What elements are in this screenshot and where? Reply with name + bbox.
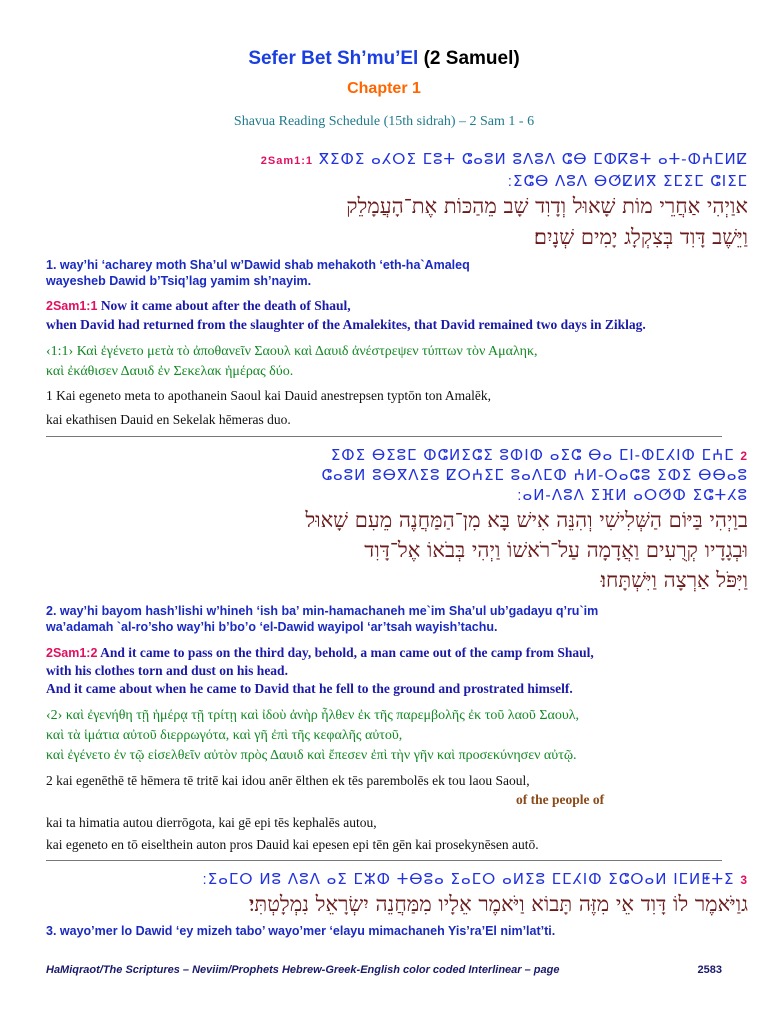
book-title [0, 48, 768, 70]
greek-line: ‹1:1› Καὶ ἐγένετο μετὰ τὸ ἀποθανεῖν Σαουλ καὶ Δαυιδ ἀνέστρεψεν τύπτων τὸν Αμαληκ, [46, 344, 538, 359]
english-line: And it came about when he came to David that he fell to the ground and prostrated himself. [46, 681, 573, 696]
english-line: with his clothes torn and dust on his head. [46, 663, 288, 678]
paleo-text: ⵉⵀⵉ ⴱⵉⵓⵎ ⵀⵛⵍⵉⵛⵉ ⵓⵀⵏⵀ ⴰⵉⵛ ⴱⴰ ⵎⵏ-ⵀⵎⵃⵏⵀ ⵎⵄⵎ [330, 446, 735, 464]
english-line [46, 645, 594, 661]
transliteration-line: wa’adamah `al-ro’sho way’hi b’bo’o ‘el-Dawid wayipol ‘ar’tsah wayish’tachu. [46, 620, 498, 634]
paleo-hebrew-line [261, 150, 748, 168]
hebrew-line: אוַיְהִי אַחֲרֵי מוֹת שָׁאוּל וְדָוִד שָׁב מֵהַכּוֹת אֶת־הָעֲמָלֵק [346, 194, 748, 218]
greek-transliteration-line: kai ta himatia autou dierrōgota, kai gē epi tēs kephalēs autou, [46, 815, 377, 830]
page-number: 2583 [697, 964, 722, 976]
paleo-hebrew-line [202, 870, 748, 888]
paleo-text: ⴳⵉⵀⵉ ⴰⵃⵔⵉ ⵎⵓⵜ ⵛⴰⵓⵍ ⵓⴷⵓⴷ ⵛⴱ ⵎⵀⴽⵓⵜ ⴰⵜ-ⵀⵄⵎⵍⵇ [318, 150, 748, 168]
verse-ref: 2Sam1:1 [46, 299, 98, 313]
hebrew-line: גוַיֹּאמֶר לוֹ דָּוִד אֵי מִזֶּה תָּבוֹא וַיֹּאמֶר אֵלָיו מִמַּחֲנֵה יִשְׂרָאֵל נִמְלָטְתִּי׃ [248, 892, 748, 916]
book-title-paren: (2 Samuel) [423, 48, 520, 69]
page-footer [46, 964, 722, 976]
greek-line: καὶ ἐγένετο ἐν τῷ εἰσελθεῖν αὐτὸν πρὸς Δαυιδ καὶ ἔπεσεν ἐπὶ τὴν γῆν καὶ προσεκύνησεν αὐτῷ. [46, 748, 577, 763]
verse-ref: 2Sam1:2 [46, 646, 98, 660]
english-line: when David had returned from the slaughter of the Amalekites, that David remained two days in Ziklag. [46, 317, 646, 332]
greek-transliteration-gloss: of the people of [516, 792, 605, 807]
reading-schedule: Shavua Reading Schedule (15th sidrah) – 2 Sam 1 - 6 [233, 114, 535, 129]
greek-transliteration-line: kai ekathisen Dauid en Sekelak hēmeras duo. [46, 412, 291, 427]
paleo-text: ⵉⴰⵎⵔ ⵍⵓ ⴷⵓⴷ ⴰⵉ ⵎⵣⵀ ⵜⴱⵓⴰ ⵉⴰⵎⵔ ⴰⵍⵉⵓ ⵎⵎⵃⵏⵀ ⵉⵛⵔⴰⵍ ⵏⵎⵍⵟⵜⵉ׃ [202, 870, 735, 888]
book-title-main: Sefer Bet Sh’mu’El [248, 48, 419, 69]
english-text: And it came to pass on the third day, behold, a man came out of the camp from Shaul, [100, 645, 594, 660]
greek-transliteration-line: 2 kai egenēthē tē hēmera tē tritē kai idou anēr ēlthen ek tēs parembolēs ek tou laou Saoul, [46, 773, 530, 788]
verse-divider [46, 436, 722, 437]
english-text: Now it came about after the death of Shaul, [100, 298, 351, 313]
transliteration-line: 1. way’hi ‘acharey moth Sha’ul w’Dawid shab mehakoth ‘eth-ha`Amaleq [46, 258, 470, 272]
paleo-hebrew-line: ⵉⵛⴱ ⴷⵓⴷ ⴱⵚⵇⵍⴳ ⵉⵎⵉⵎ ⵛⵏⵉⵎ׃ [507, 172, 748, 190]
chapter-heading: Chapter 1 [347, 80, 421, 97]
transliteration-line: wayesheb Dawid b’Tsiq’lag yamim sh’nayim. [46, 274, 312, 288]
greek-line: ‹2› καὶ ἐγενήθη τῇ ἡμέρᾳ τῇ τρίτῃ καὶ ἰδοὺ ἀνὴρ ἦλθεν ἐκ τῆς παρεμβολῆς ἐκ τοῦ λαοῦ Σαουλ, [46, 708, 580, 723]
hebrew-line: בוַיְהִי בַּיּוֹם הַשְּׁלִישִׁי וְהִנֵּה אִישׁ בָּא מִן־הַמַּחֲנֶה מֵעִם שָׁאוּל [305, 508, 748, 532]
hebrew-line: וּבְגָדָיו קְרֻעִים וַאֲדָמָה עַל־רֹאשׁוֹ וַיְהִי בְּבֹאוֹ אֶל־דָּוִד [364, 538, 748, 562]
english-line [46, 298, 351, 314]
greek-transliteration-line: kai egeneto en tō eiselthein auton pros Dauid kai epesen epi tēn gēn kai prosekynēsen autō. [46, 837, 539, 852]
hebrew-line: וַיֵּשֶׁב דָּוִד בְּצִקְלָג יָמִים שְׁנָיִם׃ [533, 225, 748, 249]
hebrew-line: וַיִּפֹּל אַרְצָה וַיִּשְׁתָּחוּ׃ [600, 568, 748, 592]
verse-number: 3 [740, 873, 748, 887]
verse-ref: 2Sam1:1 [260, 155, 314, 167]
greek-line: καὶ τὰ ἱμάτια αὐτοῦ διερρωγότα, καὶ γῆ ἐπὶ τῆς κεφαλῆς αὐτοῦ, [46, 728, 403, 743]
transliteration-line: 2. way’hi bayom hash’lishi w’hineh ‘ish ba’ min-hamachaneh me`im Sha’ul ub’gadayu q’ru`im [46, 604, 599, 618]
greek-transliteration-line: 1 Kai egeneto meta to apothanein Saoul kai Dauid anestrepsen typtōn ton Amalēk, [46, 388, 492, 403]
paleo-hebrew-line [331, 446, 748, 464]
greek-line: καὶ ἐκάθισεν Δαυιδ ἐν Σεκελακ ἡμέρας δύο. [46, 364, 294, 379]
verse-number: 2 [740, 449, 748, 463]
verse-divider [46, 860, 722, 861]
paleo-hebrew-line: ⵛⴰⵓⵍ ⵓⴱⴳⴷⵉⵓ ⵇⵔⵄⵉⵎ ⵓⴰⴷⵎⵀ ⵄⵍ-ⵔⴰⵛⵓ ⵉⵀⵉ ⴱⴱⴰⵓ [321, 466, 748, 484]
transliteration-line: 3. wayo’mer lo Dawid ‘ey mizeh tabo’ wayo’mer ‘elayu mimachaneh Yis’ra’El nim’lat’ti. [46, 924, 556, 938]
paleo-hebrew-line: ⴰⵍ-ⴷⵓⴷ ⵉⴼⵍ ⴰⵔⵚⵀ ⵉⵛⵜⵃⵓ׃ [517, 486, 748, 504]
footer-text: HaMiqraot/The Scriptures – Neviim/Prophets Hebrew-Greek-English color coded Interlinear – page [46, 964, 560, 976]
